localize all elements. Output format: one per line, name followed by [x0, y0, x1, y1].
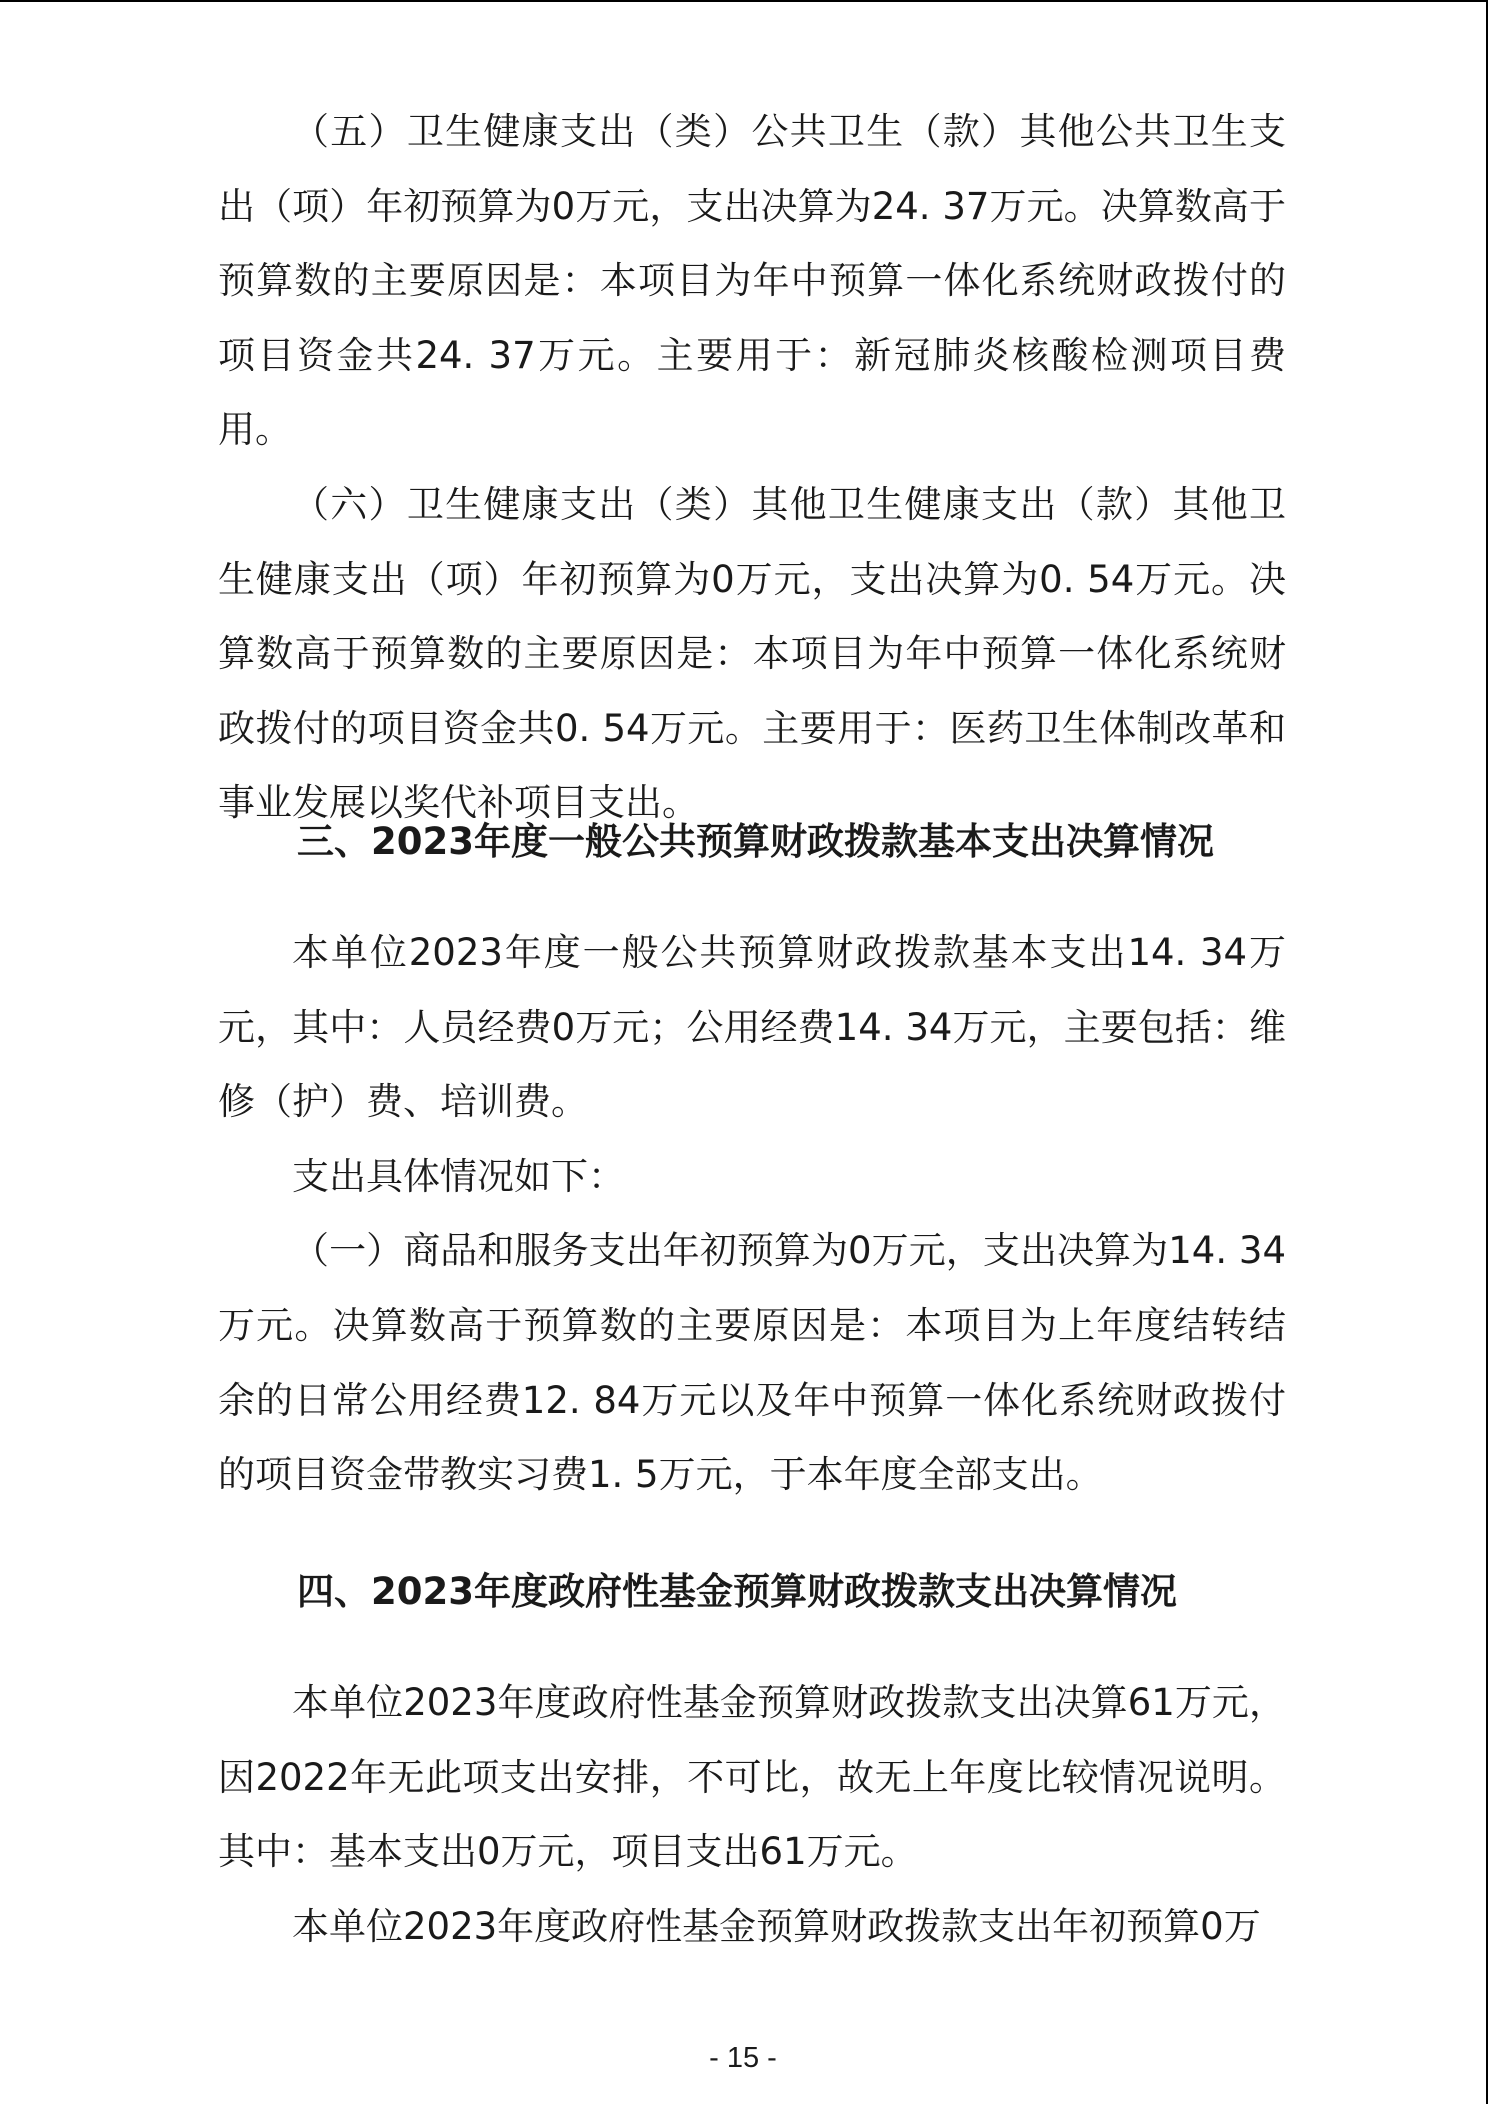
- body-block-top: [218, 95, 1286, 841]
- paragraph-health-other: （六）卫生健康支出（类）其他卫生健康支出（款）其他卫生健康支出（项）年初预算为0万元，支出决算为0. 54万元。决算数高于预算数的主要原因是：本项目为年中预算一体化系统财政拨付的项目资金共0. 54万元。主要用于：医药卫生体制改革和事业发展以奖代补项目支出。: [218, 482, 1286, 825]
- body-block-section4: [218, 1666, 1286, 1964]
- paragraph-gov-fund: 本单位2023年度政府性基金预算财政拨款支出决算61万元，因2022年无此项支出安排，不可比，故无上年度比较情况说明。其中：基本支出0万元，项目支出61万元。: [218, 1681, 1286, 1874]
- paragraph-basic-expenditure: 本单位2023年度一般公共预算财政拨款基本支出14. 34万元，其中：人员经费0万元；公用经费14. 34万元，主要包括：维修（护）费、培训费。: [218, 931, 1286, 1124]
- section-heading-4: 四、2023年度政府性基金预算财政拨款支出决算情况: [297, 1570, 1177, 1613]
- section-heading-3: 三、2023年度一般公共预算财政拨款基本支出决算情况: [297, 820, 1214, 863]
- paragraph-goods-services: （一）商品和服务支出年初预算为0万元，支出决算为14. 34万元。决算数高于预算数的主要原因是：本项目为上年度结转结余的日常公用经费12. 84万元以及年中预算一体化系统财政拨付的项目资金带教实习费1. 5万元，于本年度全部支出。: [218, 1229, 1286, 1497]
- paragraph-health-public: （五）卫生健康支出（类）公共卫生（款）其他公共卫生支出（项）年初预算为0万元，支出决算为24. 37万元。决算数高于预算数的主要原因是：本项目为年中预算一体化系统财政拨付的项目资金共24. 37万元。主要用于：新冠肺炎核酸检测项目费用。: [218, 110, 1286, 452]
- paragraph-gov-fund-budget: 本单位2023年度政府性基金预算财政拨款支出年初预算0万: [292, 1904, 1261, 1948]
- body-block-section3: [218, 916, 1286, 1513]
- page-number: - 15 -: [709, 2042, 777, 2074]
- paragraph-details-intro: 支出具体情况如下：: [292, 1154, 625, 1198]
